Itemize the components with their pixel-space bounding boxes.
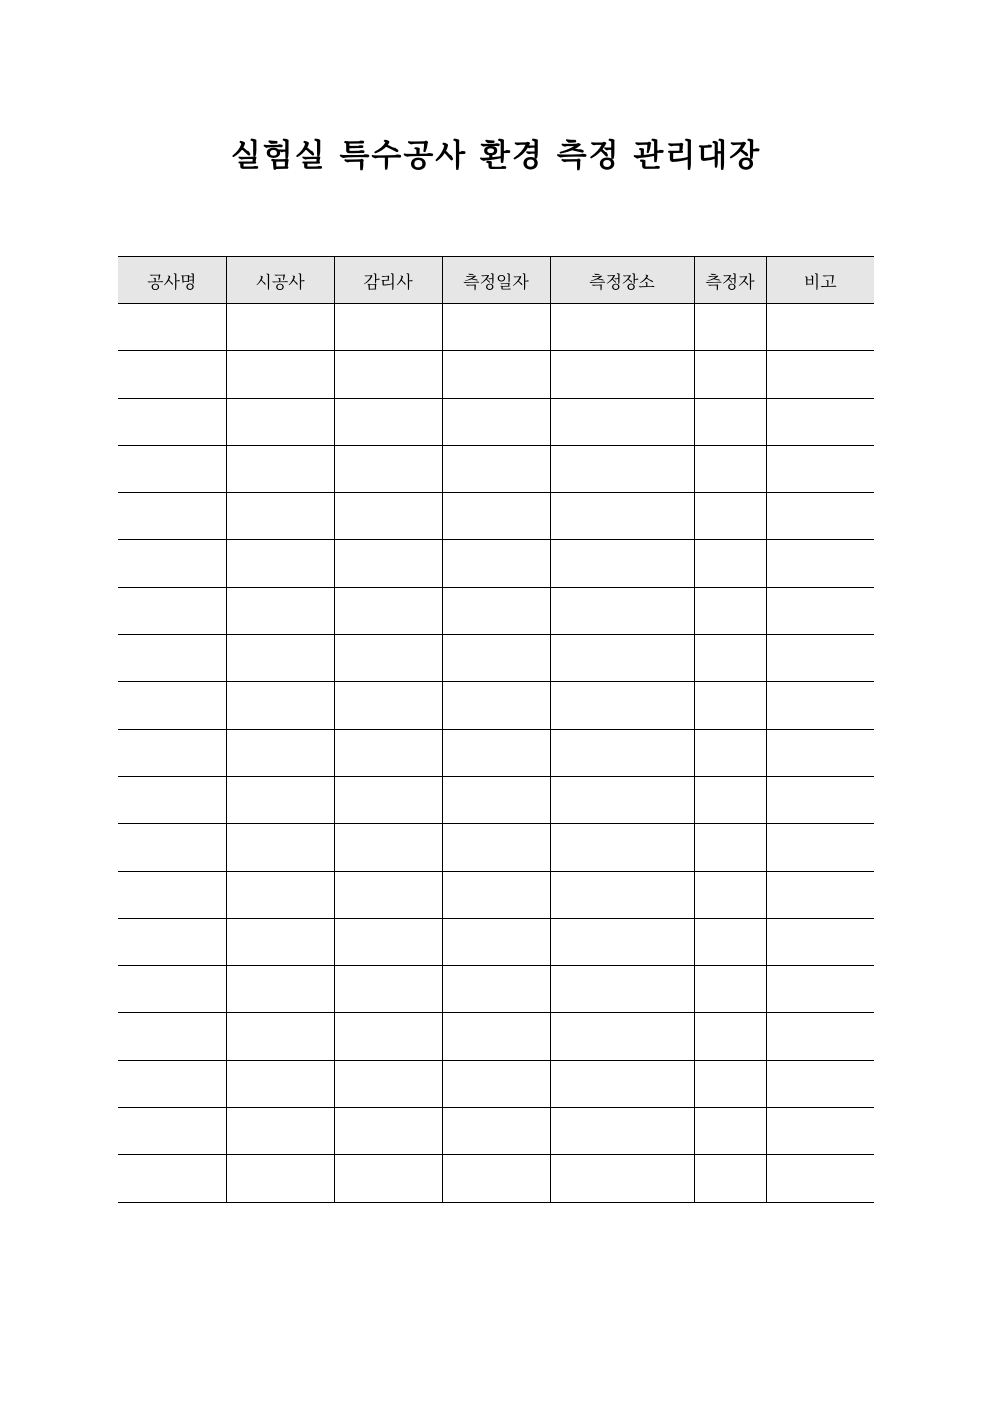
- table-row: [118, 1155, 874, 1202]
- table-cell[interactable]: [766, 445, 874, 492]
- table-cell[interactable]: [766, 351, 874, 398]
- table-cell[interactable]: [118, 918, 226, 965]
- table-cell[interactable]: [334, 966, 442, 1013]
- table-cell[interactable]: [550, 304, 694, 351]
- table-cell[interactable]: [550, 540, 694, 587]
- table-cell[interactable]: [118, 398, 226, 445]
- table-cell[interactable]: [550, 398, 694, 445]
- table-cell[interactable]: [766, 1013, 874, 1060]
- table-cell[interactable]: [226, 1013, 334, 1060]
- table-row: [118, 918, 874, 965]
- table-cell[interactable]: [118, 1013, 226, 1060]
- table-cell[interactable]: [694, 1108, 766, 1155]
- table-cell[interactable]: [334, 918, 442, 965]
- table-row: [118, 966, 874, 1013]
- table-cell[interactable]: [442, 540, 550, 587]
- table-cell[interactable]: [118, 682, 226, 729]
- table-cell[interactable]: [550, 587, 694, 634]
- table-row: [118, 1013, 874, 1060]
- table-cell[interactable]: [334, 398, 442, 445]
- table-cell[interactable]: [694, 635, 766, 682]
- table-cell[interactable]: [766, 493, 874, 540]
- table-cell[interactable]: [442, 966, 550, 1013]
- table-cell[interactable]: [118, 351, 226, 398]
- table-cell[interactable]: [694, 445, 766, 492]
- table-cell[interactable]: [226, 351, 334, 398]
- table-cell[interactable]: [766, 587, 874, 634]
- table-cell[interactable]: [334, 635, 442, 682]
- table-cell[interactable]: [550, 729, 694, 776]
- table-row: [118, 1108, 874, 1155]
- table-cell[interactable]: [226, 871, 334, 918]
- table-body: [118, 304, 874, 1203]
- table-row: [118, 776, 874, 823]
- table-cell[interactable]: [442, 635, 550, 682]
- table-cell[interactable]: [118, 540, 226, 587]
- table-cell[interactable]: [226, 966, 334, 1013]
- table-cell[interactable]: [226, 824, 334, 871]
- table-cell[interactable]: [550, 682, 694, 729]
- table-cell[interactable]: [766, 966, 874, 1013]
- table-cell[interactable]: [442, 493, 550, 540]
- table-cell[interactable]: [334, 776, 442, 823]
- column-header-measurement-location: 측정장소: [550, 257, 694, 304]
- table-cell[interactable]: [550, 776, 694, 823]
- table-cell[interactable]: [766, 1155, 874, 1202]
- table-cell[interactable]: [694, 966, 766, 1013]
- table-cell[interactable]: [550, 445, 694, 492]
- table-cell[interactable]: [334, 1060, 442, 1107]
- table-cell[interactable]: [766, 635, 874, 682]
- table-cell[interactable]: [694, 918, 766, 965]
- table-cell[interactable]: [442, 1108, 550, 1155]
- table-row: [118, 351, 874, 398]
- table-cell[interactable]: [118, 1060, 226, 1107]
- table-cell[interactable]: [694, 493, 766, 540]
- table-cell[interactable]: [226, 635, 334, 682]
- table-cell[interactable]: [226, 682, 334, 729]
- table-row: [118, 304, 874, 351]
- table-cell[interactable]: [550, 493, 694, 540]
- table-cell[interactable]: [550, 1013, 694, 1060]
- column-header-measurement-date: 측정일자: [442, 257, 550, 304]
- table-cell[interactable]: [694, 871, 766, 918]
- table-cell[interactable]: [694, 1013, 766, 1060]
- table-cell[interactable]: [118, 1155, 226, 1202]
- table-cell[interactable]: [118, 304, 226, 351]
- table-cell[interactable]: [766, 540, 874, 587]
- table-cell[interactable]: [766, 871, 874, 918]
- table-cell[interactable]: [226, 1060, 334, 1107]
- table-cell[interactable]: [442, 776, 550, 823]
- table-cell[interactable]: [442, 445, 550, 492]
- table-cell[interactable]: [442, 1060, 550, 1107]
- table-cell[interactable]: [550, 1060, 694, 1107]
- table-cell[interactable]: [226, 398, 334, 445]
- table-cell[interactable]: [118, 635, 226, 682]
- table-cell[interactable]: [442, 871, 550, 918]
- table-cell[interactable]: [334, 1013, 442, 1060]
- table-row: [118, 1060, 874, 1107]
- table-cell[interactable]: [334, 587, 442, 634]
- table-row: [118, 587, 874, 634]
- table-cell[interactable]: [118, 966, 226, 1013]
- table-row: [118, 635, 874, 682]
- table-cell[interactable]: [442, 918, 550, 965]
- table-cell[interactable]: [334, 729, 442, 776]
- table-cell[interactable]: [550, 824, 694, 871]
- table-cell[interactable]: [118, 729, 226, 776]
- table-cell[interactable]: [442, 351, 550, 398]
- table-cell[interactable]: [694, 729, 766, 776]
- table-cell[interactable]: [226, 1108, 334, 1155]
- table-cell[interactable]: [694, 351, 766, 398]
- column-header-remarks: 비고: [766, 257, 874, 304]
- table-cell[interactable]: [226, 776, 334, 823]
- column-header-project-name: 공사명: [118, 257, 226, 304]
- table-cell[interactable]: [118, 824, 226, 871]
- table-cell[interactable]: [118, 493, 226, 540]
- table-cell[interactable]: [334, 493, 442, 540]
- table-cell[interactable]: [442, 729, 550, 776]
- table-cell[interactable]: [550, 635, 694, 682]
- table-cell[interactable]: [694, 587, 766, 634]
- table-cell[interactable]: [766, 776, 874, 823]
- table-cell[interactable]: [766, 918, 874, 965]
- table-cell[interactable]: [550, 1155, 694, 1202]
- table-cell[interactable]: [226, 1155, 334, 1202]
- table-cell[interactable]: [334, 304, 442, 351]
- table-row: [118, 682, 874, 729]
- table-cell[interactable]: [550, 351, 694, 398]
- table-cell[interactable]: [118, 587, 226, 634]
- table-cell[interactable]: [118, 1108, 226, 1155]
- table-cell[interactable]: [334, 351, 442, 398]
- table-cell[interactable]: [694, 540, 766, 587]
- table-cell[interactable]: [766, 398, 874, 445]
- table-cell[interactable]: [226, 918, 334, 965]
- table-cell[interactable]: [118, 776, 226, 823]
- table-cell[interactable]: [442, 824, 550, 871]
- table-cell[interactable]: [766, 304, 874, 351]
- table-row: [118, 445, 874, 492]
- table-cell[interactable]: [442, 682, 550, 729]
- table-cell[interactable]: [334, 1155, 442, 1202]
- table-row: [118, 824, 874, 871]
- table-cell[interactable]: [226, 445, 334, 492]
- column-header-measurer: 측정자: [694, 257, 766, 304]
- table-cell[interactable]: [226, 729, 334, 776]
- table-row: [118, 398, 874, 445]
- table-cell[interactable]: [550, 918, 694, 965]
- table-cell[interactable]: [766, 824, 874, 871]
- page-title: 실험실 특수공사 환경 측정 관리대장: [230, 138, 762, 174]
- table-cell[interactable]: [442, 1155, 550, 1202]
- table-cell[interactable]: [694, 682, 766, 729]
- table-row: [118, 493, 874, 540]
- table-cell[interactable]: [226, 304, 334, 351]
- table-cell[interactable]: [694, 398, 766, 445]
- measurement-register-table: [118, 256, 874, 1203]
- table-cell[interactable]: [766, 682, 874, 729]
- table-cell[interactable]: [226, 540, 334, 587]
- table-cell[interactable]: [766, 1060, 874, 1107]
- table-cell[interactable]: [694, 304, 766, 351]
- column-header-contractor: 시공사: [226, 257, 334, 304]
- table-cell[interactable]: [766, 729, 874, 776]
- table-cell[interactable]: [334, 445, 442, 492]
- table-cell[interactable]: [550, 966, 694, 1013]
- table-cell[interactable]: [334, 540, 442, 587]
- table-cell[interactable]: [694, 824, 766, 871]
- table-cell[interactable]: [550, 871, 694, 918]
- table-cell[interactable]: [442, 1013, 550, 1060]
- table-row: [118, 729, 874, 776]
- table-row: [118, 871, 874, 918]
- table-cell[interactable]: [442, 398, 550, 445]
- table-cell[interactable]: [766, 1108, 874, 1155]
- table-cell[interactable]: [694, 776, 766, 823]
- table-cell[interactable]: [334, 682, 442, 729]
- table-cell[interactable]: [118, 445, 226, 492]
- table-row: [118, 540, 874, 587]
- table-cell[interactable]: [334, 1108, 442, 1155]
- table-cell[interactable]: [550, 1108, 694, 1155]
- table-cell[interactable]: [334, 824, 442, 871]
- table-cell[interactable]: [442, 304, 550, 351]
- table-cell[interactable]: [694, 1060, 766, 1107]
- table-cell[interactable]: [226, 493, 334, 540]
- table-cell[interactable]: [118, 871, 226, 918]
- table-cell[interactable]: [442, 587, 550, 634]
- table-cell[interactable]: [226, 587, 334, 634]
- table-header-row: [118, 257, 874, 304]
- column-header-supervisor: 감리사: [334, 257, 442, 304]
- table-cell[interactable]: [334, 871, 442, 918]
- table-cell[interactable]: [694, 1155, 766, 1202]
